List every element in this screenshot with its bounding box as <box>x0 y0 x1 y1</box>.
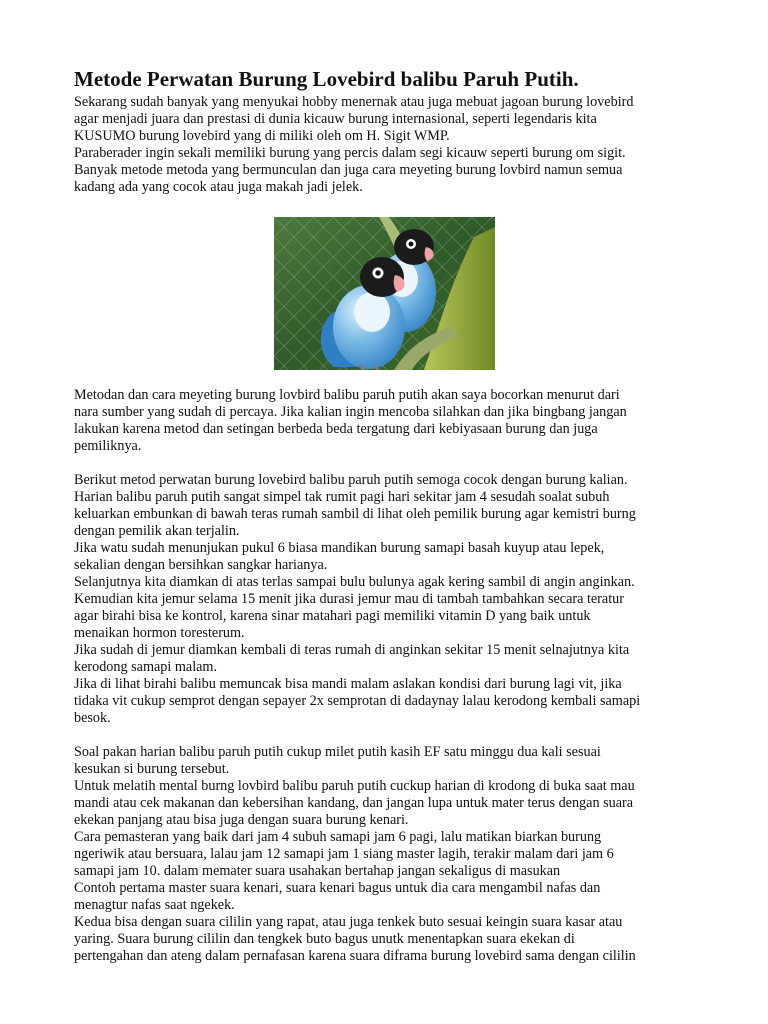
lovebird-photo <box>274 217 495 370</box>
text-line: keluarkan embunkan di bawah teras rumah sambil di lihat oleh pemilik burung agar kemistri burng <box>74 506 636 522</box>
text-line: samapi jam 10. dalam memater suara usahakan bertahap jangan sekaligus di masukan <box>74 863 561 879</box>
text-line: Kedua bisa dengan suara cililin yang rapat, atau juga tenkek buto sesuai keingin suara kasar atau <box>74 914 623 930</box>
paragraph-gap <box>74 455 704 472</box>
feeding-training-paragraph <box>74 744 704 965</box>
text-line: ekekan panjang atau bisa juga dengan suara burung kenari. <box>74 812 409 828</box>
text-line: pemiliknya. <box>74 438 142 454</box>
lovebird-pair-illustration <box>274 217 495 370</box>
text-line: Berikut metod perwatan burung lovebird balibu paruh putih semoga cocok dengan burung kalian. <box>74 472 628 488</box>
text-line: Sekarang sudah banyak yang menyukai hobby menernak atau juga mebuat jagoan burung lovebird <box>74 94 634 110</box>
text-line: yaring. Suara burung cililin dan tengkek buto bagus unutk menentapkan suara ekekan di <box>74 931 575 947</box>
intro-paragraph <box>74 94 704 196</box>
text-line: kesukan si burung tersebut. <box>74 761 230 777</box>
text-line: menagtur nafas saat ngekek. <box>74 897 235 913</box>
text-line: nara sumber yang sudah di percaya. Jika kalian ingin mencoba silahkan dan jika bingbang jangan <box>74 404 627 420</box>
text-line: Contoh pertama master suara kenari, suara kenari bagus untuk dia cara mengambil nafas dan <box>74 880 601 896</box>
method-intro-paragraph <box>74 387 704 455</box>
document-title: Metode Perwatan Burung Lovebird balibu Paruh Putih. <box>74 67 579 91</box>
text-line: lakukan karena metod dan setingan berbeda beda tergatung dari kebiyasaan burung dan juga <box>74 421 598 437</box>
text-line: sekalian dengan bersihkan sangkar harianya. <box>74 557 328 573</box>
text-line: Harian balibu paruh putih sangat simpel tak rumit pagi hari sekitar jam 4 sesudah soalat subuh <box>74 489 610 505</box>
paragraph-gap <box>74 727 704 744</box>
text-line: agar birahi bisa ke kontrol, karena sinar matahari pagi memiliki vitamin D yang baik untuk <box>74 608 591 624</box>
text-line: tidaka vit cukup semprot dengan sepayer 2x semprotan di dadaynay lalau kerodong kembali samapi <box>74 693 641 709</box>
text-line: Untuk melatih mental burng lovbird balibu paruh putih cuckup harian di krodong di buka saat mau <box>74 778 635 794</box>
text-line: Jika watu sudah menunjukan pukul 6 biasa mandikan burung samapi basah kuyup atau lepek, <box>74 540 605 556</box>
text-line: Selanjutnya kita diamkan di atas terlas sampai bulu bulunya agak kering sambil di angin anginkan. <box>74 574 635 590</box>
text-line: kerodong samapi malam. <box>74 659 218 675</box>
text-line: Metodan dan cara meyeting burung lovbird balibu paruh putih akan saya bocorkan menurut dari <box>74 387 620 403</box>
text-line: menaikan hormon toresterum. <box>74 625 245 641</box>
text-line: besok. <box>74 710 111 726</box>
text-line: Soal pakan harian balibu paruh putih cukup milet putih kasih EF satu minggu dua kali sesuai <box>74 744 601 760</box>
text-line: Banyak metode metoda yang bermunculan dan juga cara meyeting burung lovbird namun semua <box>74 162 623 178</box>
text-line: dengan pemilik akan terjalin. <box>74 523 240 539</box>
text-line: Jika sudah di jemur diamkan kembali di teras rumah di anginkan sekitar 15 menit selnajutnya kita <box>74 642 630 658</box>
text-line: agar menjadi juara dan prestasi di dunia kicauw burung internasional, seperti legendaris kita <box>74 111 597 127</box>
text-line: KUSUMO burung lovebird yang di miliki oleh om H. Sigit WMP. <box>74 128 450 144</box>
text-line: Paraberader ingin sekali memiliki burung yang percis dalam segi kicauw seperti burung om sigit. <box>74 145 626 161</box>
text-line: Kemudian kita jemur selama 15 menit jika durasi jemur mau di tambah tambahkan secara teratur <box>74 591 624 607</box>
text-line: mandi atau cek makanan dan kebersihan kandang, dan jangan lupa untuk mater terus dengan suara <box>74 795 634 811</box>
document-page <box>74 66 704 965</box>
text-line: Jika di lihat birahi balibu memuncak bisa mandi malam aslakan kondisi dari burung lagi vit, jika <box>74 676 622 692</box>
daily-care-paragraph <box>74 472 704 727</box>
text-line: pertengahan dan ateng dalam pernafasan karena suara diframa burung lovebird sama dengan cililin <box>74 948 636 964</box>
text-line: Cara pemasteran yang baik dari jam 4 subuh samapi jam 6 pagi, lalu matikan biarkan burung <box>74 829 602 845</box>
text-line: ngeriwik atau bersuara, lalau jam 12 samapi jam 1 siang master lagih, terakir malam dari jam 6 <box>74 846 614 862</box>
text-line: kadang ada yang cocok atau juga makah jadi jelek. <box>74 179 363 195</box>
